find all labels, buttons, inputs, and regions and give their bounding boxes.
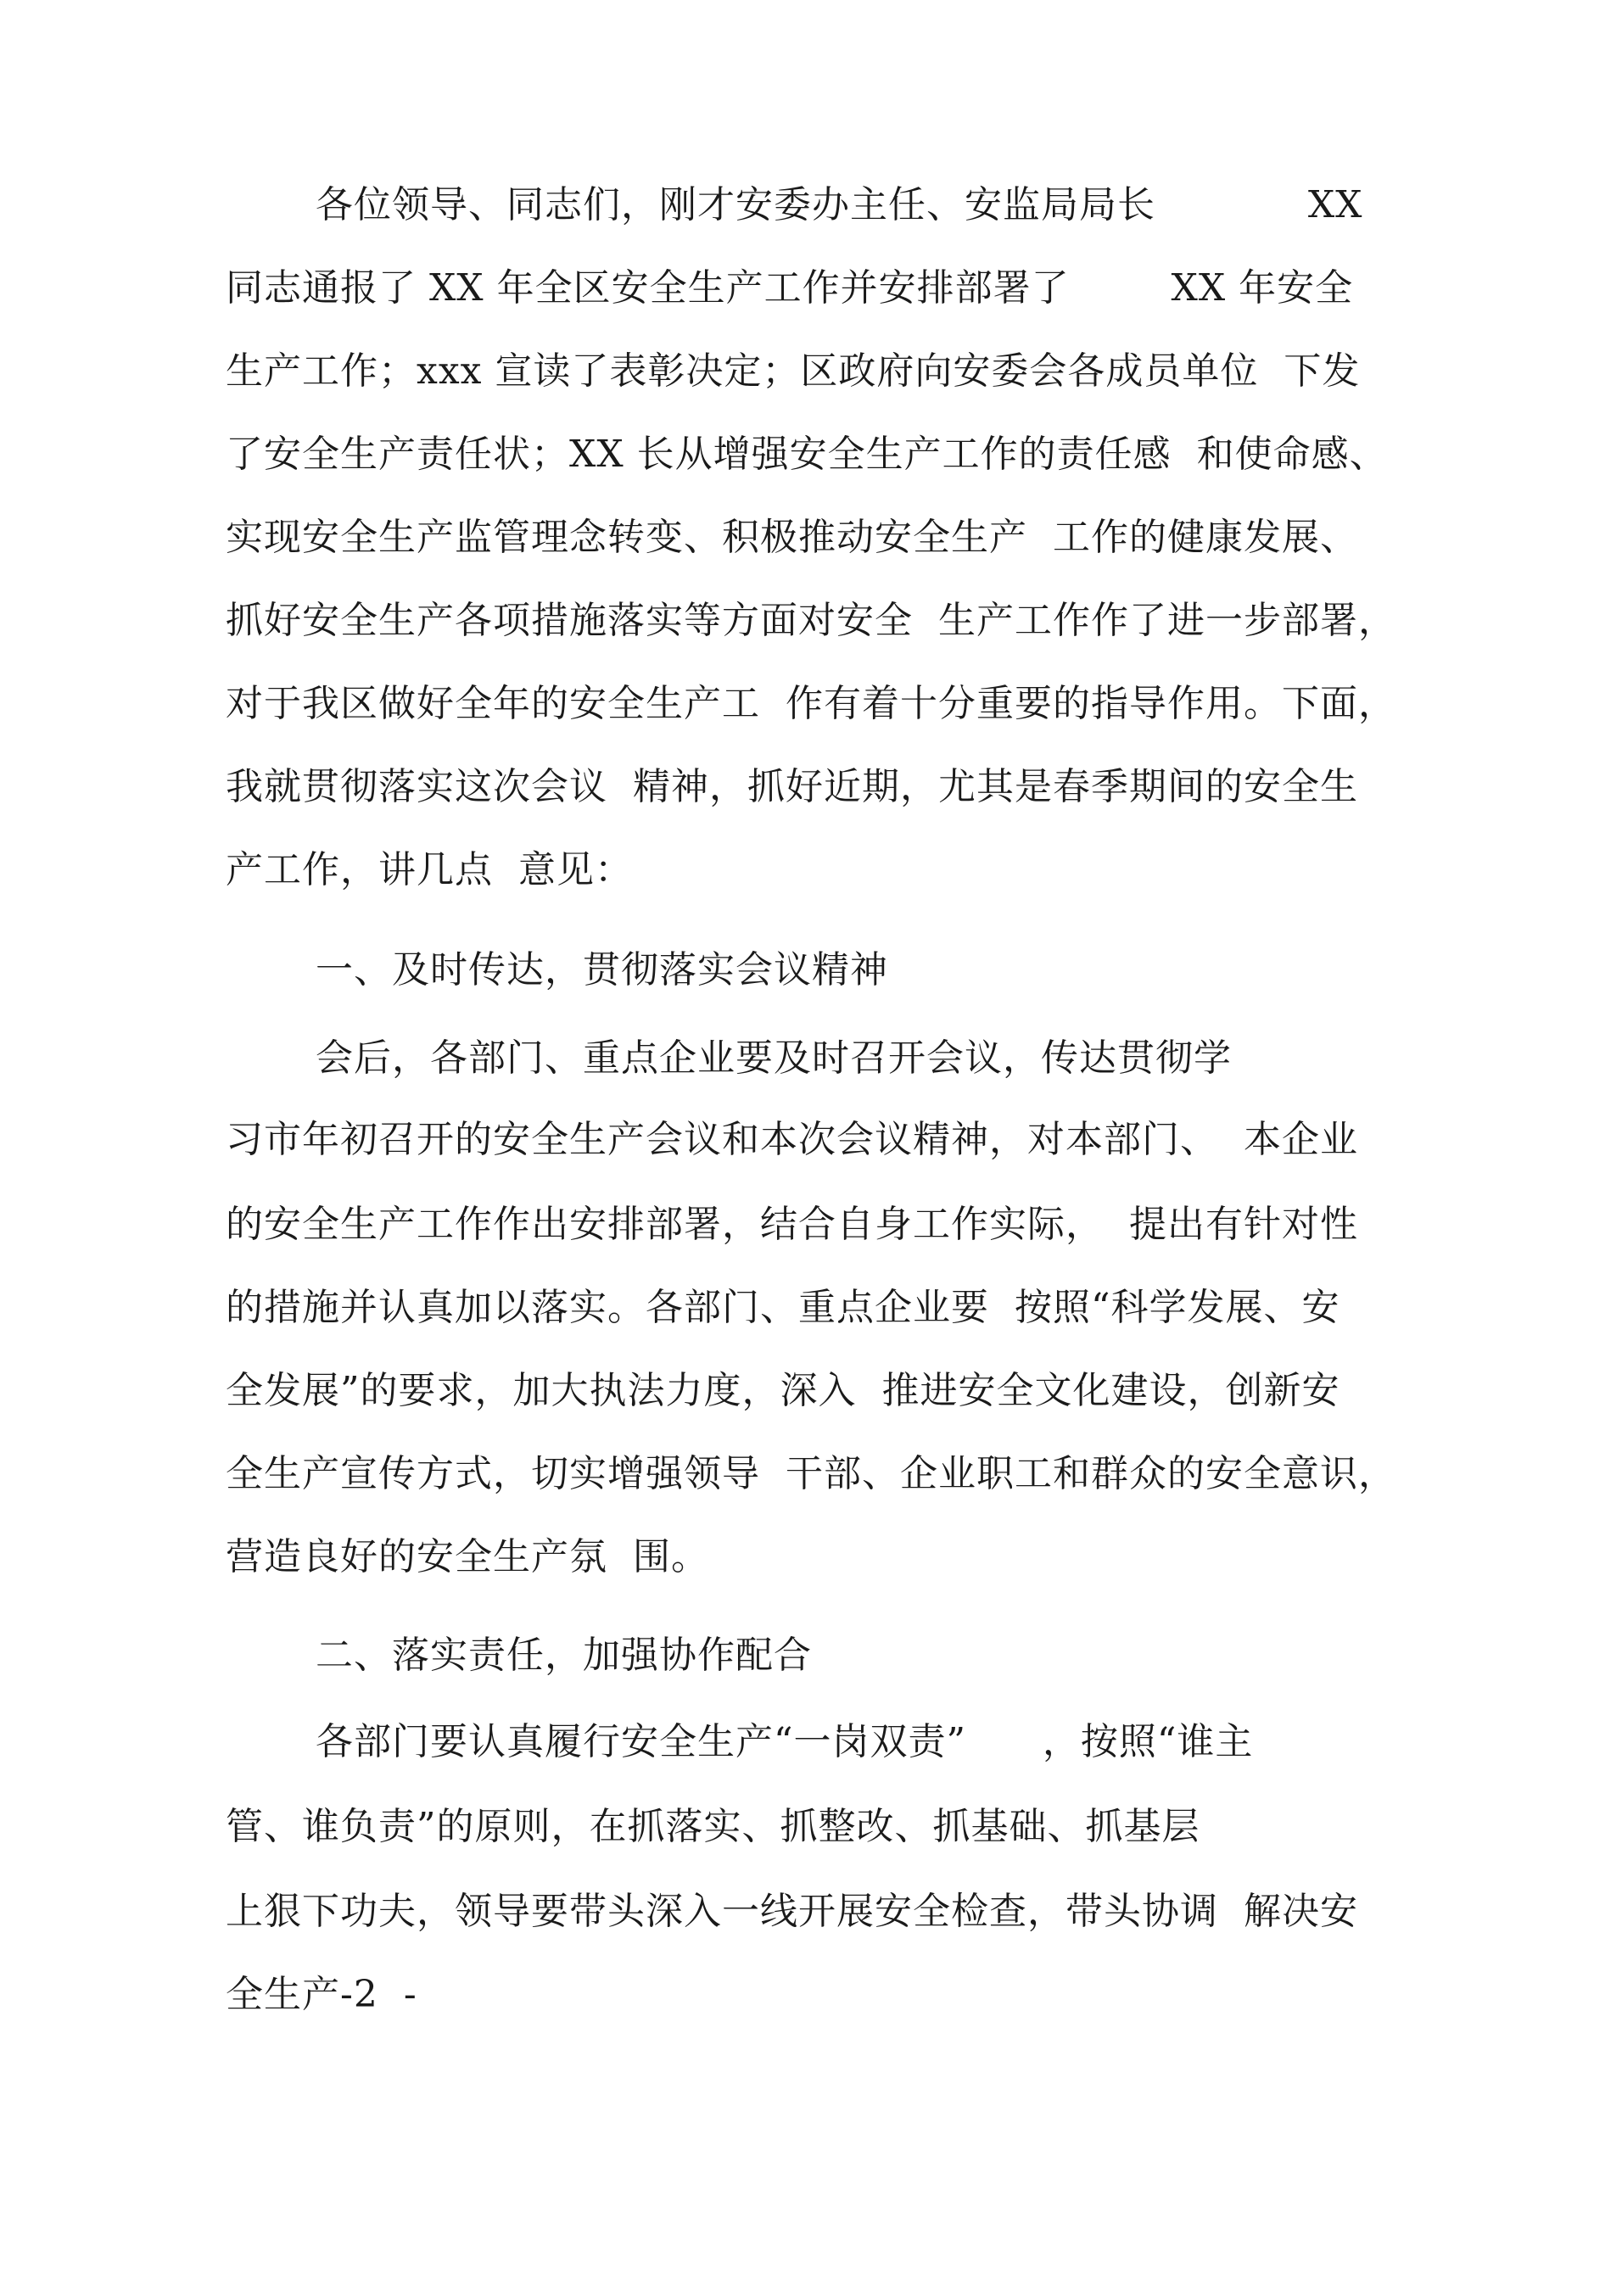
paragraph-3-line-2: 管、谁负责”的原则，在抓落实、抓整改、抓基础、抓基层 [226,1805,1200,1848]
paragraph-2-line-5: 全发展”的要求，加大执法力度，深入 推进安全文化建设，创新安 [226,1369,1340,1412]
paragraph-2-line-4: 的措施并认真加以落实。各部门、重点企业要 按照“科学发展、安 [226,1286,1340,1329]
paragraph-1-line-6: 抓好安全生产各项措施落实等方面对安全 生产工作作了进一步部署， [226,599,1396,642]
paragraph-2-line-3: 的安全生产工作作出安排部署，结合自身工作实际， 提出有针对性 [226,1203,1358,1246]
paragraph-2-line-2: 习市年初召开的安全生产会议和本次会议精神，对本部门、 本企业 [226,1118,1358,1161]
section-heading-2: 二、落实责任，加强协作配合 [316,1634,812,1677]
paragraph-1-line-1: 各位领导、同志们，刚才安委办主任、安监局局长 XX [316,183,1363,226]
paragraph-3-line-3: 上狠下功夫，领导要带头深入一线开展安全检查，带头协调 解决安 [226,1890,1358,1933]
paragraph-1-line-9: 产工作，讲几点 意见： [226,848,633,891]
paragraph-2-line-7: 营造良好的安全生产氛 围。 [226,1535,709,1578]
paragraph-1-line-2: 同志通报了 XX 年全区安全生产工作并安排部署了 XX 年安全 [226,266,1354,310]
paragraph-2-line-6: 全生产宣传方式，切实增强领导 干部、企业职工和群众的安全意识， [226,1452,1396,1495]
paragraph-1-line-3: 生产工作；xxx 宣读了表彰决定；区政府向安委会各成员单位 下发 [226,349,1361,393]
paragraph-1-line-4: 了安全生产责任状；XX 长从增强安全生产工作的责任感 和使命感、 [226,433,1388,476]
paragraph-2-line-1: 会后，各部门、重点企业要及时召开会议，传达贯彻学 [316,1036,1232,1080]
section-heading-1: 一、及时传达，贯彻落实会议精神 [316,948,888,992]
paragraph-3-line-1: 各部门要认真履行安全生产“一岗双责” ，按照“谁主 [316,1720,1254,1763]
paragraph-1-line-5: 实现安全生产监管理念转变、积极推动安全生产 工作的健康发展、 [226,516,1358,559]
paragraph-1-line-7: 对于我区做好全年的安全生产工 作有着十分重要的指导作用。下面， [226,682,1396,725]
paragraph-1-line-8: 我就贯彻落实这次会议 精神，抓好近期，尤其是春季期间的安全生 [226,765,1358,808]
paragraph-3-line-4-with-page-number: 全生产-2 - [226,1973,417,2016]
